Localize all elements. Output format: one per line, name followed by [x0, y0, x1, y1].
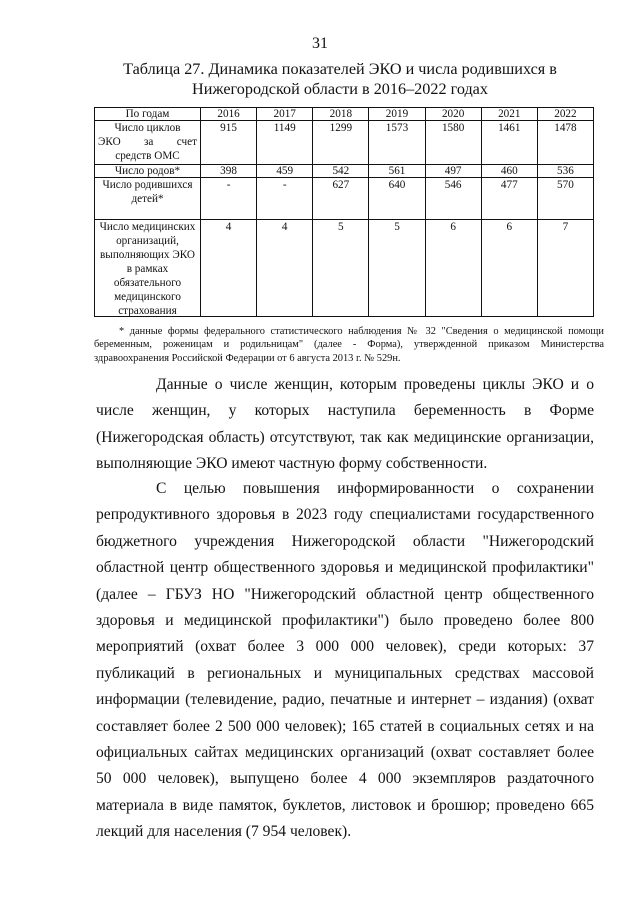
table-cell: 546 [425, 178, 481, 220]
table-title: Таблица 27. Динамика показателей ЭКО и числа родившихся в Нижегородской области в 2016–2022 годах [123, 60, 557, 98]
table-cell: 570 [537, 178, 593, 220]
table-cell: 1299 [313, 121, 369, 165]
year-header: 2018 [313, 108, 369, 121]
body-paragraph [96, 372, 594, 478]
table-cell: 1149 [257, 121, 313, 165]
table-cell: 640 [369, 178, 425, 220]
row-label-text: Число медицинских организаций, выполняющих ЭКО в рамках обязательного медицинского страхования [99, 221, 196, 316]
year-header: 2016 [201, 108, 257, 121]
table-cell: - [201, 178, 257, 220]
table-row-ivf-cycles [95, 121, 594, 165]
row-label: Число родов* [95, 165, 201, 178]
row-label: Число родившихся детей* [95, 178, 201, 220]
paragraph-text: Данные о числе женщин, которым проведены циклы ЭКО и о числе женщин, у которых наступила беременность в Форме (Нижегородская область) отсутствуют, так как медицинские организации, выполняющие ЭКО имеют частную форму собственности. [96, 376, 594, 473]
table-cell: 460 [481, 165, 537, 178]
table-cell: 1580 [425, 121, 481, 165]
table-row-medical-organizations [95, 220, 594, 317]
year-header: 2019 [369, 108, 425, 121]
table-cell: 7 [537, 220, 593, 317]
table-cell: 497 [425, 165, 481, 178]
table-cell: 627 [313, 178, 369, 220]
table-row-births [95, 165, 594, 178]
table-cell: 398 [201, 165, 257, 178]
row-label-line: средств ОМС [115, 150, 180, 162]
table-cell: 536 [537, 165, 593, 178]
table-cell: 459 [257, 165, 313, 178]
row-label-line: Число циклов [114, 122, 181, 134]
row-label [95, 220, 201, 317]
table-cell: 5 [313, 220, 369, 317]
table-cell: 4 [201, 220, 257, 317]
table-cell: 6 [425, 220, 481, 317]
header-label: По годам [95, 108, 201, 121]
data-table [94, 107, 594, 317]
table-cell: 477 [481, 178, 537, 220]
table-header-row [95, 108, 594, 121]
year-header: 2021 [481, 108, 537, 121]
year-header: 2020 [425, 108, 481, 121]
table-cell: - [257, 178, 313, 220]
year-header: 2017 [257, 108, 313, 121]
paragraph-text: С целью повышения информированности о сохранении репродуктивного здоровья в 2023 году специалистами государственного бюджетного учреждения Нижегородской области "Нижегородский областной центр общественного здоровья и медицинской профилактики" (далее – ГБУЗ НО "Нижегородский областной центр общественного здоровья и медицинской профилактики") было проведено более 800 мероприятий (охват более 3 000 000 человек), среди которых: 37 публикаций в региональных и муниципальных средствах массовой информации (телевидение, радио, печатные и интернет – издания) (охват составляет более 2 500 000 человек); 165 статей в социальных сетях и на официальных сайтах медицинских организаций (охват составляет более 50 000 человек), выпущено более 4 000 экземпляров раздаточного материала в виде памяток, буклетов, листовок и брошюр; проведено 665 лекций для населения (7 954 человек). [96, 480, 594, 841]
table-cell: 915 [201, 121, 257, 165]
year-header: 2022 [537, 108, 593, 121]
row-label-line: ЭКО за счет [98, 136, 197, 148]
body-paragraph [96, 476, 594, 846]
table-cell: 1478 [537, 121, 593, 165]
table-cell: 542 [313, 165, 369, 178]
table-cell: 1461 [481, 121, 537, 165]
page-number: 31 [312, 35, 328, 52]
table-cell: 561 [369, 165, 425, 178]
table-cell: 1573 [369, 121, 425, 165]
table-footnote: * данные формы федерального статистического наблюдения № 32 "Сведения о медицинской помощи беременным, роженицам и родильницам" (далее - Форма), утвержденной приказом Министерства здравоохранения Российской Федерации от 6 августа 2013 г. № 529н. [94, 326, 604, 364]
row-label [95, 121, 201, 165]
table-cell: 4 [257, 220, 313, 317]
table-cell: 5 [369, 220, 425, 317]
table-row-children-born [95, 178, 594, 220]
table-cell: 6 [481, 220, 537, 317]
